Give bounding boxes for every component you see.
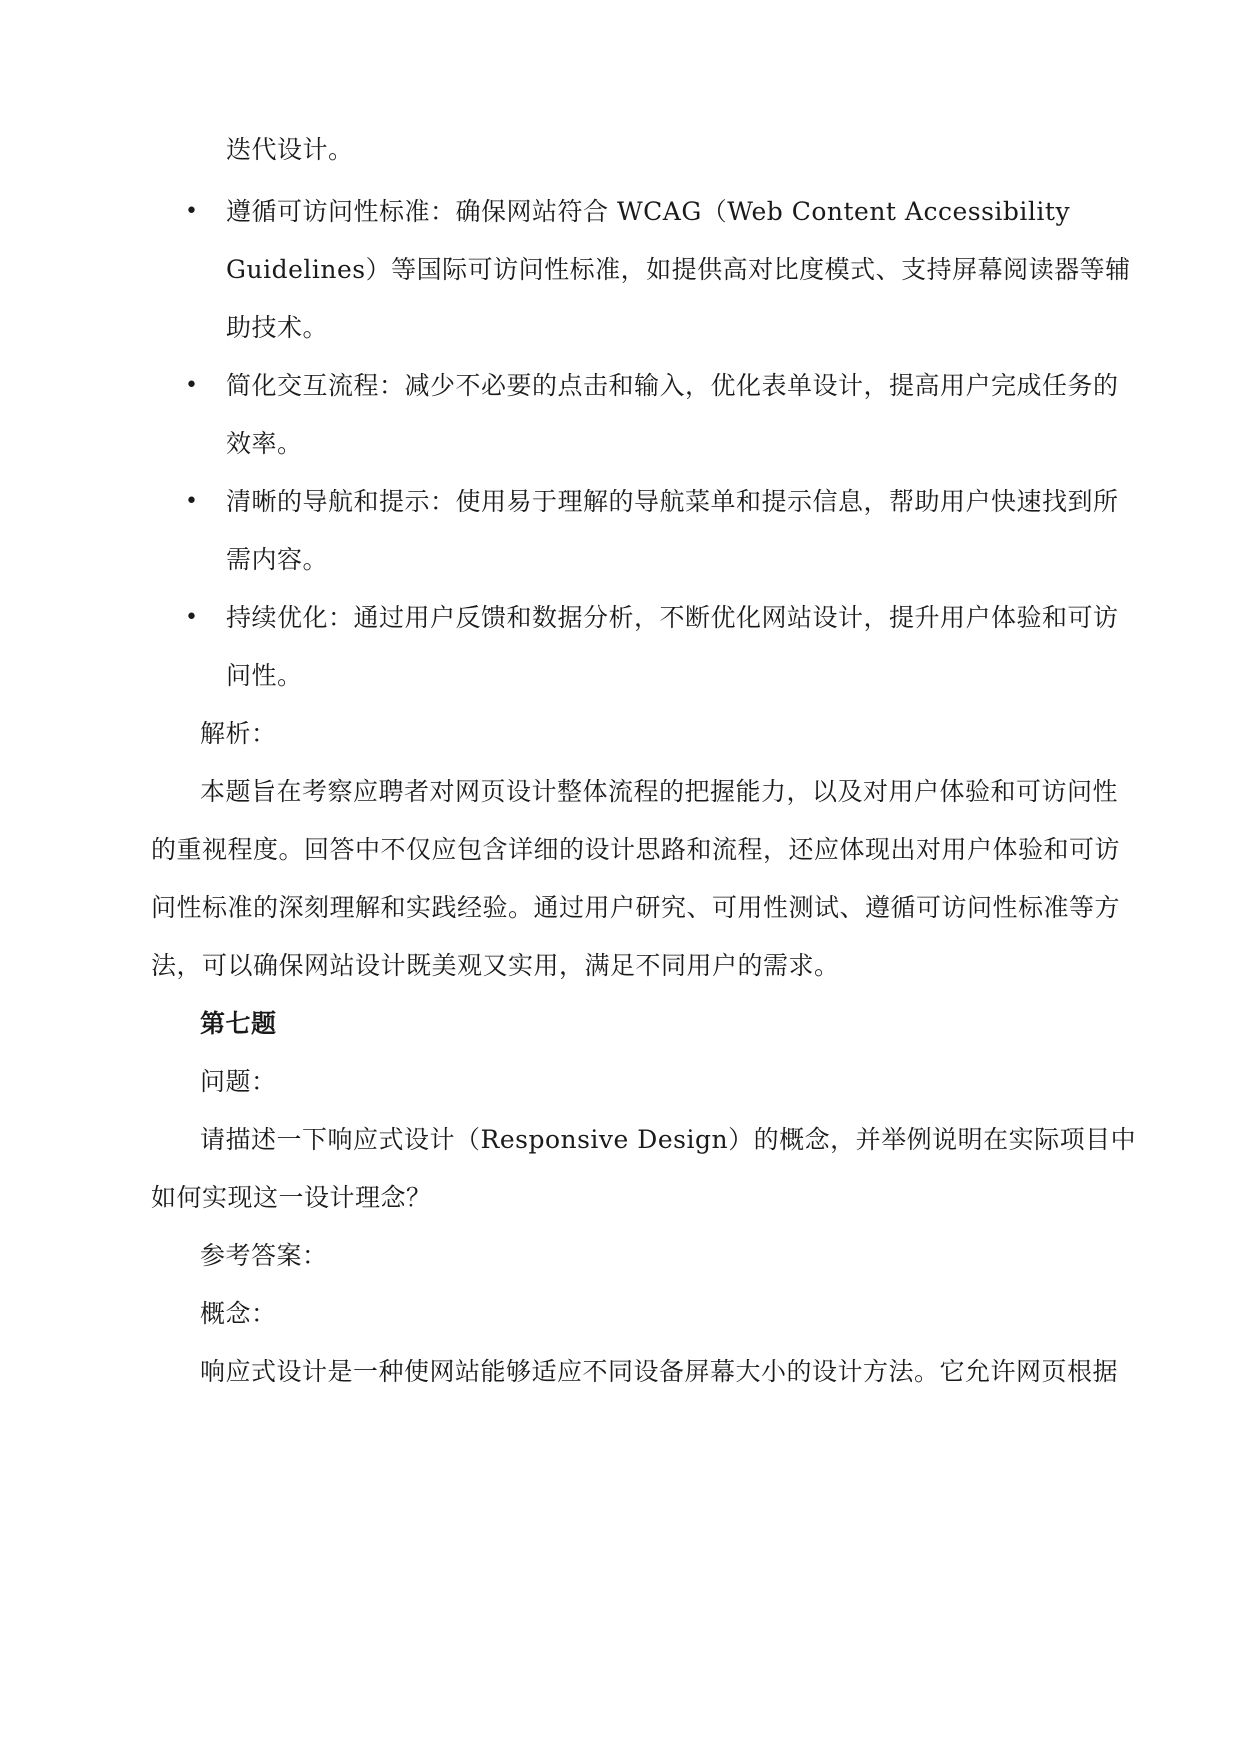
question-text-line: 如何实现这一设计理念？ xyxy=(151,1183,432,1212)
question-text-line: 请描述一下响应式设计（Responsive Design）的概念，并举例说明在实际项目中 xyxy=(200,1125,1137,1154)
list-item-text: Guidelines）等国际可访问性标准，如提供高对比度模式、支持屏幕阅读器等辅 xyxy=(226,255,1131,284)
concept-label: 概念： xyxy=(200,1299,277,1328)
bullet-icon: • xyxy=(185,605,198,630)
list-item-text: 遵循可访问性标准：确保网站符合 WCAG（Web Content Accessibility xyxy=(226,197,1071,226)
question-label: 问题： xyxy=(200,1067,277,1096)
list-item-text: 问性。 xyxy=(226,661,303,690)
bullet-icon: • xyxy=(185,373,198,398)
analysis-paragraph-line: 问性标准的深刻理解和实践经验。通过用户研究、可用性测试、遵循可访问性标准等方 xyxy=(151,893,1121,922)
section-heading: 第七题 xyxy=(200,1009,277,1038)
bullet-icon: • xyxy=(185,199,198,224)
list-item-text: 需内容。 xyxy=(226,545,329,574)
list-item-text: 效率。 xyxy=(226,429,303,458)
list-item-continuation: 迭代设计。 xyxy=(226,135,354,164)
analysis-paragraph-line: 的重视程度。回答中不仅应包含详细的设计思路和流程，还应体现出对用户体验和可访 xyxy=(151,835,1121,864)
list-item-text: 简化交互流程：减少不必要的点击和输入，优化表单设计，提高用户完成任务的 xyxy=(226,371,1119,400)
list-item-text: 清晰的导航和提示：使用易于理解的导航菜单和提示信息，帮助用户快速找到所 xyxy=(226,487,1119,516)
analysis-paragraph-line: 本题旨在考察应聘者对网页设计整体流程的把握能力，以及对用户体验和可访问性 xyxy=(200,777,1119,806)
analysis-label: 解析： xyxy=(200,719,277,748)
bullet-icon: • xyxy=(185,489,198,514)
list-item-text: 助技术。 xyxy=(226,313,329,342)
answer-label: 参考答案： xyxy=(200,1241,328,1270)
list-item-text: 持续优化：通过用户反馈和数据分析，不断优化网站设计，提升用户体验和可访 xyxy=(226,603,1119,632)
concept-paragraph-line: 响应式设计是一种使网站能够适应不同设备屏幕大小的设计方法。它允许网页根据 xyxy=(200,1357,1119,1386)
analysis-paragraph-line: 法，可以确保网站设计既美观又实用，满足不同用户的需求。 xyxy=(151,951,840,980)
